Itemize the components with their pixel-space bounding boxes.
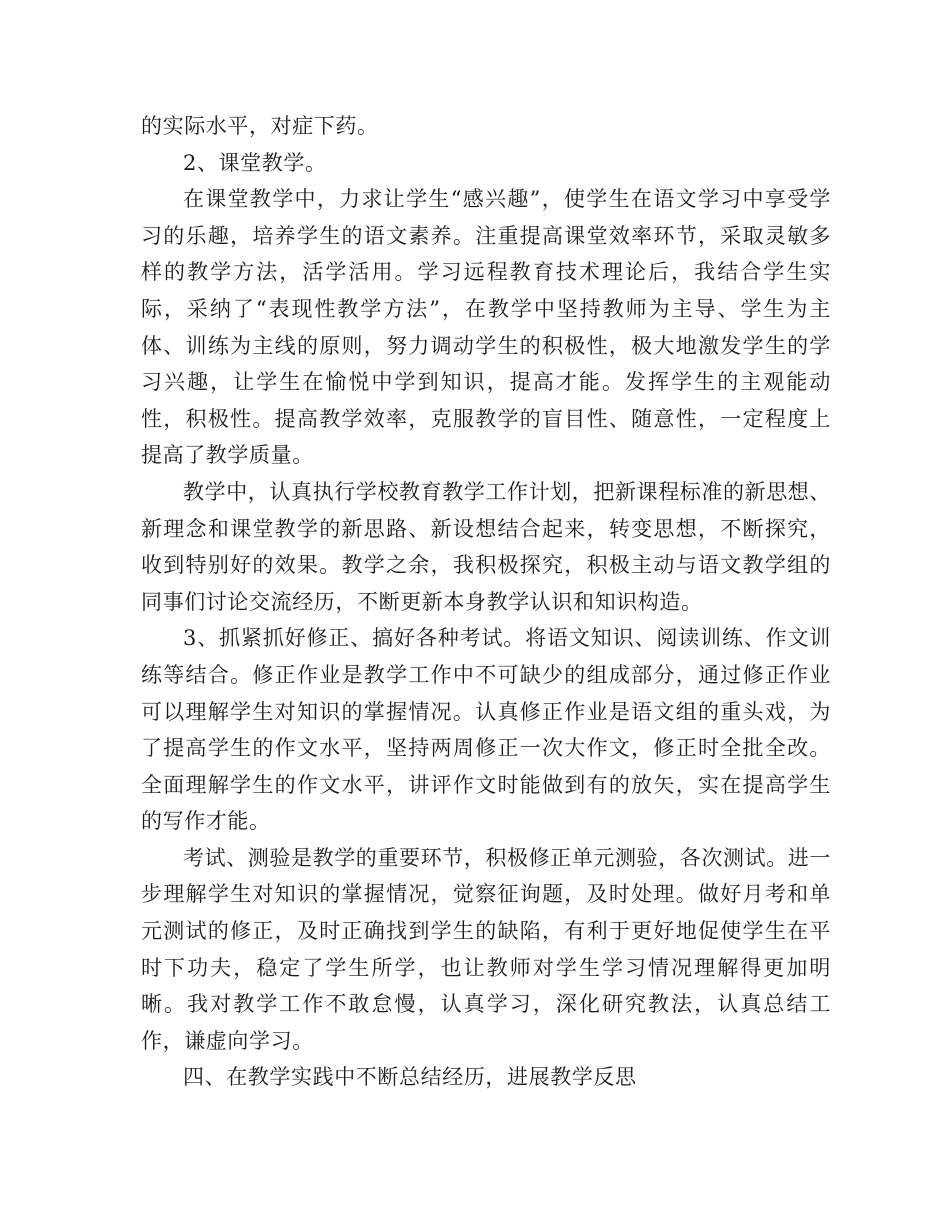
- paragraph-classroom-teaching: 在课堂教学中，力求让学生“感兴趣”，使学生在语文学习中享受学习的乐趣，培养学生的语文素养。注重提高课堂效率环节，采取灵敏多样的教学方法，活学活用。学习远程教育技术理论后，我结合学生实际，采纳了“表现性教学方法”，在教学中坚持教师为主导、学生为主体、训练为主线的原则，努力调动学生的积极性，极大地激发学生的学习兴趣，让学生在愉悦中学到知识，提高才能。发挥学生的主观能动性，积极性。提高教学效率，克服教学的盲目性、随意性，一定程度上提高了教学质量。: [141, 187, 831, 468]
- paragraph-tests: 考试、测验是教学的重要环节，积极修正单元测验，各次测试。进一步理解学生对知识的掌握情况，觉察征询题，及时处理。做好月考和单元测试的修正，及时正确找到学生的缺陷，有利于更好地促使学生在平时下功夫，稳定了学生所学，也让教师对学生学习情况理解得更加明晰。我对教学工作不敢怠慢，认真学习，深化研究教法，认真总结工作，谦虚向学习。: [141, 845, 831, 1053]
- heading-teaching-reflection: 四、在教学实践中不断总结经历，进展教学反思: [183, 1065, 637, 1090]
- heading-classroom-teaching: 2、课堂教学。: [183, 150, 327, 175]
- document-body: [141, 108, 831, 1096]
- paragraph-teaching-plan: 教学中，认真执行学校教育教学工作计划，把新课程标准的新思想、新理念和课堂教学的新思路、新设想结合起来，转变思想，不断探究，收到特别好的效果。教学之余，我积极探究，积极主动与语文教学组的同事们讨论交流经历，不断更新本身教学认识和知识构造。: [141, 479, 831, 614]
- paragraph-correction-exams: 3、抓紧抓好修正、搞好各种考试。将语文知识、阅读训练、作文训练等结合。修正作业是教学工作中不可缺少的组成部分，通过修正作业可以理解学生对知识的掌握情况。认真修正作业是语文组的重头戏，为了提高学生的作文水平，坚持两周修正一次大作文，修正时全批全改。全面理解学生的作文水平，讲评作文时能做到有的放矢，实在提高学生的写作才能。: [141, 626, 831, 834]
- paragraph-continuation: 的实际水平，对症下药。: [141, 114, 379, 138]
